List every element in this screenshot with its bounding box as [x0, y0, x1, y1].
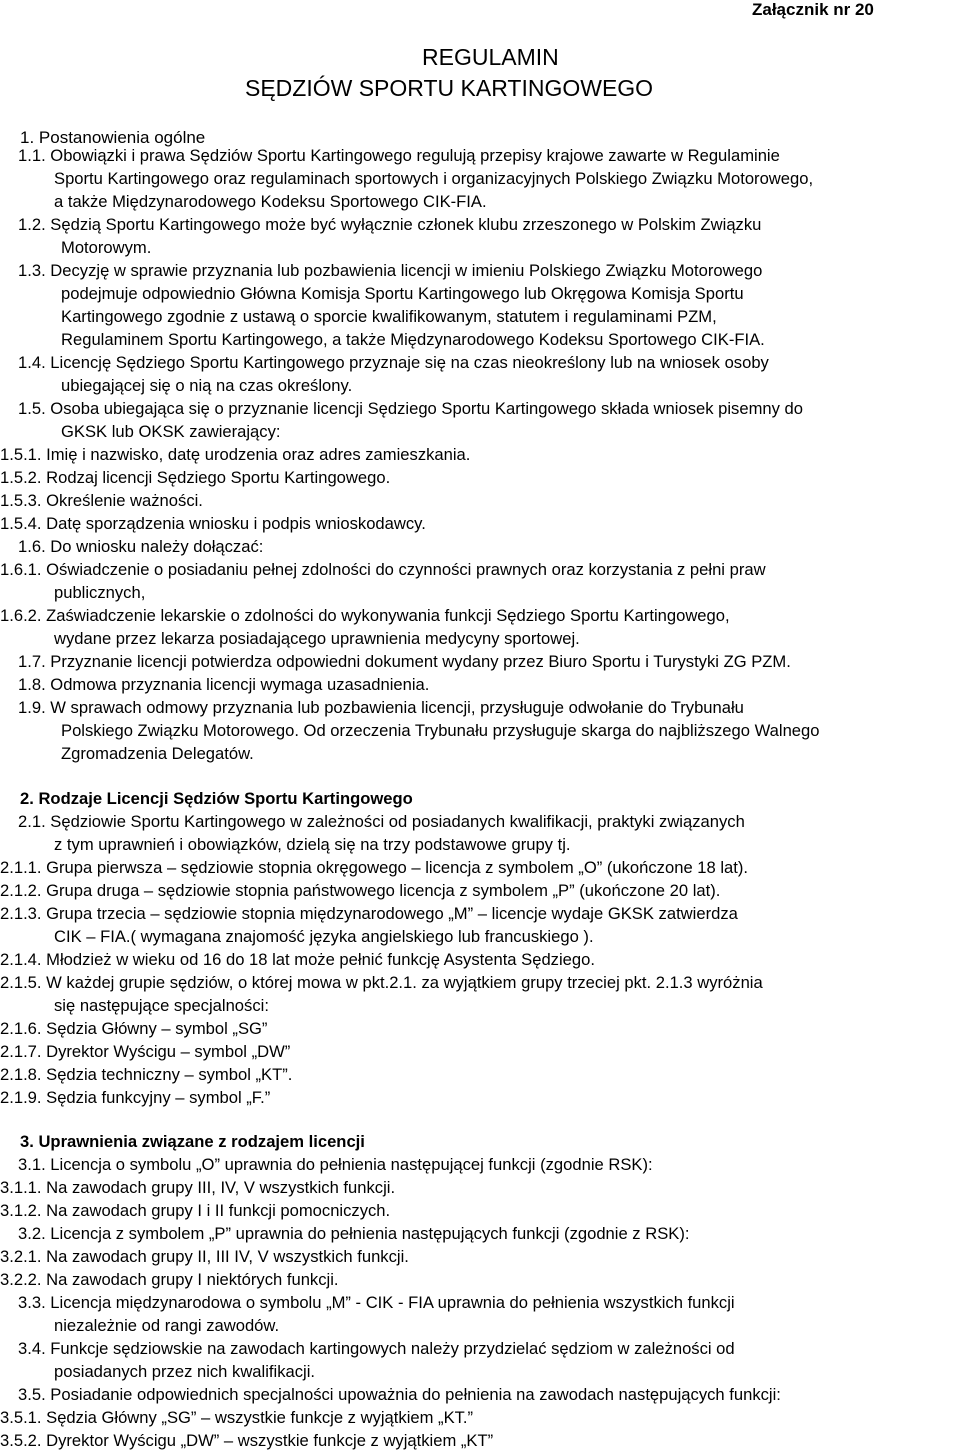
paragraph-line: się następujące specjalności:	[54, 996, 269, 1015]
paragraph-line: Polskiego Związku Motorowego. Od orzeczenia Trybunału przysługuje skarga do najbliższego Walnego	[61, 721, 820, 740]
paragraph-line: Motorowym.	[61, 238, 152, 257]
paragraph-line: 1.7. Przyznanie licencji potwierdza odpowiedni dokument wydany przez Biuro Sportu i Turystyki ZG PZM.	[18, 652, 791, 671]
paragraph-line: wydane przez lekarza posiadającego uprawnienia medycyny sportowej.	[54, 629, 580, 648]
paragraph-line: 3.5.2. Dyrektor Wyścigu „DW” – wszystkie funkcje z wyjątkiem „KT”	[0, 1431, 494, 1450]
paragraph-line: 3.2.2. Na zawodach grupy I niektórych funkcji.	[0, 1270, 339, 1289]
paragraph-line: 2.1.3. Grupa trzecia – sędziowie stopnia międzynarodowego „M” – licencje wydaje GKSK zatwierdza	[0, 904, 738, 923]
paragraph-line: 2.1. Sędziowie Sportu Kartingowego w zależności od posiadanych kwalifikacji, praktyki związanych	[18, 812, 745, 831]
paragraph-line: 1.5.1. Imię i nazwisko, datę urodzenia oraz adres zamieszkania.	[0, 445, 471, 464]
paragraph-line: 3.3. Licencja międzynarodowa o symbolu „M” - CIK - FIA uprawnia do pełnienia wszystkich funkcji	[18, 1293, 735, 1312]
document-title-line2: SĘDZIÓW SPORTU KARTINGOWEGO	[245, 75, 654, 101]
paragraph-line: 3.1. Licencja o symbolu „O” uprawnia do pełnienia następującej funkcji (zgodnie RSK):	[18, 1155, 653, 1174]
paragraph-line: 2.1.8. Sędzia techniczny – symbol „KT”.	[0, 1065, 293, 1084]
paragraph-line: 1.5.3. Określenie ważności.	[0, 491, 203, 510]
paragraph-line: posiadanych przez nich kwalifikacji.	[54, 1362, 316, 1381]
paragraph-line: ubiegającej się o nią na czas określony.	[61, 376, 353, 395]
paragraph-line: 3.5.1. Sędzia Główny „SG” – wszystkie funkcje z wyjątkiem „KT.”	[0, 1408, 474, 1427]
section-heading: 3. Uprawnienia związane z rodzajem licencji	[20, 1132, 365, 1151]
paragraph-line: 3.1.1. Na zawodach grupy III, IV, V wszystkich funkcji.	[0, 1178, 396, 1197]
paragraph-line: 1.2. Sędzią Sportu Kartingowego może być wyłącznie członek klubu zrzeszonego w Polskim Związku	[18, 215, 762, 234]
paragraph-line: Kartingowego zgodnie z ustawą o sporcie kwalifikowanym, statutem i regulaminami PZM,	[61, 307, 717, 326]
paragraph-line: 3.2.1. Na zawodach grupy II, III IV, V wszystkich funkcji.	[0, 1247, 409, 1266]
paragraph-line: 1.5.4. Datę sporządzenia wniosku i podpis wnioskodawcy.	[0, 514, 426, 533]
document-title-line1: REGULAMIN	[422, 44, 559, 70]
paragraph-line: 2.1.5. W każdej grupie sędziów, o której mowa w pkt.2.1. za wyjątkiem grupy trzeciej pkt. 2.1.3 wyróżnia	[0, 973, 763, 992]
paragraph-line: Sportu Kartingowego oraz regulaminach sportowych i organizacyjnych Polskiego Związku Motorowego,	[54, 169, 814, 188]
paragraph-line: 2.1.9. Sędzia funkcyjny – symbol „F.”	[0, 1088, 271, 1107]
paragraph-line: 1.1. Obowiązki i prawa Sędziów Sportu Kartingowego regulują przepisy krajowe zawarte w Regulaminie	[18, 146, 780, 165]
paragraph-line: publicznych,	[54, 583, 146, 602]
paragraph-line: a także Międzynarodowego Kodeksu Sportowego CIK-FIA.	[54, 192, 487, 211]
section-heading: 2. Rodzaje Licencji Sędziów Sportu Kartingowego	[20, 789, 413, 808]
paragraph-line: 2.1.4. Młodzież w wieku od 16 do 18 lat może pełnić funkcję Asystenta Sędziego.	[0, 950, 595, 969]
section-heading-1: 1. Postanowienia ogólne	[20, 128, 206, 147]
paragraph-line: 1.6.1. Oświadczenie o posiadaniu pełnej zdolności do czynności prawnych oraz korzystania z pełni praw	[0, 560, 766, 579]
paragraph-line: 1.9. W sprawach odmowy przyznania lub pozbawienia licencji, przysługuje odwołanie do Trybunału	[18, 698, 744, 717]
attachment-label: Załącznik nr 20	[752, 0, 874, 19]
paragraph-line: 1.6. Do wniosku należy dołączać:	[18, 537, 264, 556]
paragraph-line: 2.1.7. Dyrektor Wyścigu – symbol „DW”	[0, 1042, 291, 1061]
paragraph-line: GKSK lub OKSK zawierający:	[61, 422, 281, 441]
paragraph-line: 3.1.2. Na zawodach grupy I i II funkcji pomocniczych.	[0, 1201, 391, 1220]
paragraph-line: 1.8. Odmowa przyznania licencji wymaga uzasadnienia.	[18, 675, 430, 694]
paragraph-line: niezależnie od rangi zawodów.	[54, 1316, 280, 1335]
paragraph-line: 3.2. Licencja z symbolem „P” uprawnia do pełnienia następujących funkcji (zgodnie z RSK):	[18, 1224, 690, 1243]
paragraph-line: z tym uprawnień i obowiązków, dzielą się na trzy podstawowe grupy tj.	[54, 835, 571, 854]
paragraph-line: 3.5. Posiadanie odpowiednich specjalności upoważnia do pełnienia na zawodach następujących funkcji:	[18, 1385, 781, 1404]
paragraph-line: podejmuje odpowiednio Główna Komisja Sportu Kartingowego lub Okręgowa Komisja Sportu	[61, 284, 744, 303]
paragraph-line: 1.4. Licencję Sędziego Sportu Kartingowego przyznaje się na czas nieokreślony lub na wniosek osoby	[18, 353, 769, 372]
paragraph-line: 1.6.2. Zaświadczenie lekarskie o zdolności do wykonywania funkcji Sędziego Sportu Kartingowego,	[0, 606, 730, 625]
paragraph-line: 1.5.2. Rodzaj licencji Sędziego Sportu Kartingowego.	[0, 468, 391, 487]
paragraph-line: 1.3. Decyzję w sprawie przyznania lub pozbawienia licencji w imieniu Polskiego Związku Motorowego	[18, 261, 763, 280]
paragraph-line: 2.1.1. Grupa pierwsza – sędziowie stopnia okręgowego – licencja z symbolem „O” (ukończone 18 lat).	[0, 858, 749, 877]
paragraph-line: Zgromadzenia Delegatów.	[61, 744, 254, 763]
paragraph-line: Regulaminem Sportu Kartingowego, a także Międzynarodowego Kodeksu Sportowego CIK-FIA.	[61, 330, 765, 349]
paragraph-line: 1.5. Osoba ubiegająca się o przyznanie licencji Sędziego Sportu Kartingowego składa wniosek pisemny do	[18, 399, 803, 418]
paragraph-line: 2.1.6. Sędzia Główny – symbol „SG”	[0, 1019, 268, 1038]
paragraph-line: 2.1.2. Grupa druga – sędziowie stopnia państwowego licencja z symbolem „P” (ukończone 20 lat).	[0, 881, 721, 900]
paragraph-line: 3.4. Funkcje sędziowskie na zawodach kartingowych należy przydzielać sędziom w zależności od	[18, 1339, 735, 1358]
paragraph-line: CIK – FIA.( wymagana znajomość języka angielskiego lub francuskiego ).	[54, 927, 594, 946]
